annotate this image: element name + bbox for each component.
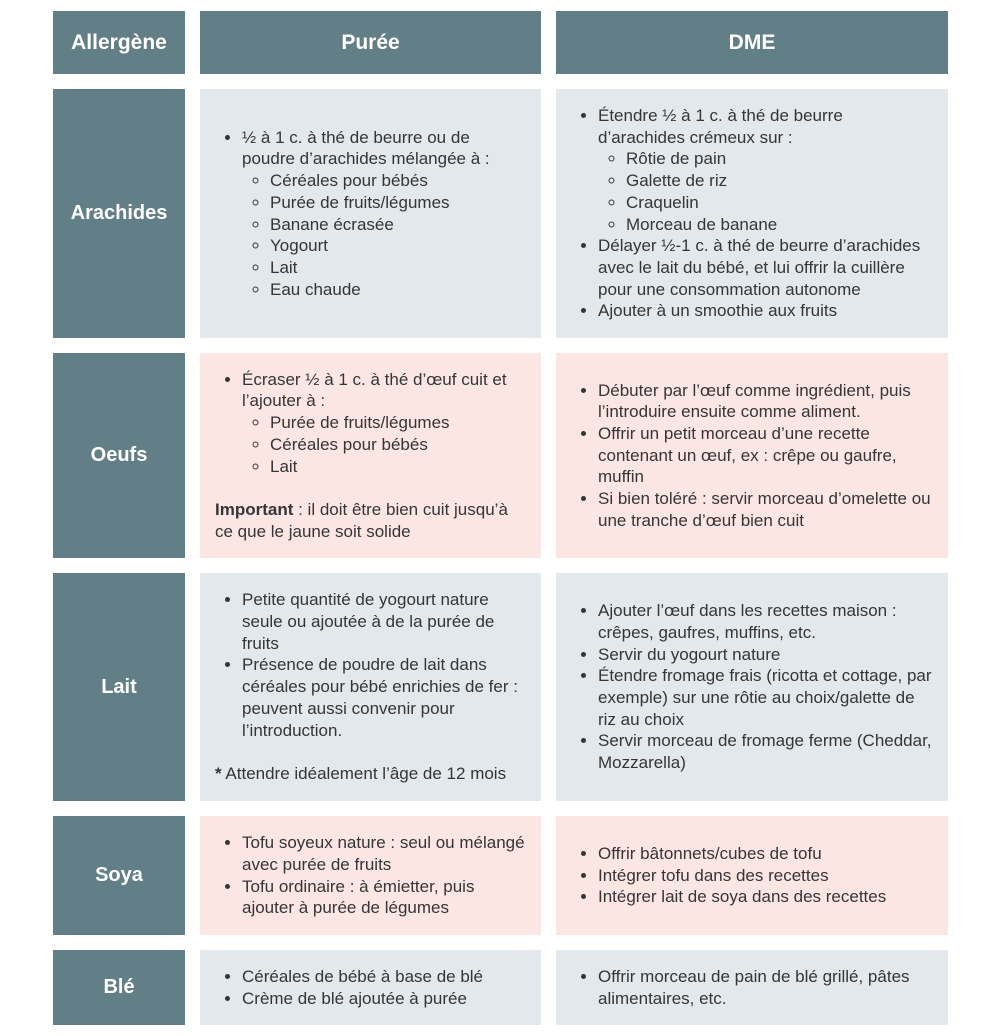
sub-list-item: ◦ Craquelin	[626, 192, 934, 214]
puree-list	[215, 127, 527, 301]
puree-list	[215, 832, 527, 919]
list-item: • Intégrer tofu dans des recettes	[598, 865, 934, 887]
dme-cell-oeufs	[556, 353, 948, 558]
dme-list	[571, 600, 934, 774]
important-note: Important : il doit être bien cuit jusqu’à ce que le jaune soit solide	[215, 499, 508, 541]
list-item: • Délayer ½-1 c. à thé de beurre d’arachides avec le lait du bébé, et lui offrir la cuillère pour une consommation autonome	[598, 235, 934, 300]
sub-list-item: ◦ Morceau de banane	[626, 214, 934, 236]
row-label-arachides: Arachides	[53, 89, 185, 338]
row-label-oeufs: Oeufs	[53, 353, 185, 558]
header-dme: DME	[556, 11, 948, 74]
puree-cell-ble	[200, 950, 541, 1025]
list-item: • Offrir un petit morceau d’une recette contenant un œuf, ex : crêpe ou gaufre, muffin	[598, 423, 934, 488]
sub-list	[598, 148, 934, 235]
list-item: • Étendre fromage frais (ricotta et cottage, par exemple) sur une rôtie au choix/galette de riz au choix	[598, 665, 934, 730]
dme-cell-lait	[556, 573, 948, 801]
list-item: • Servir du yogourt nature	[598, 644, 934, 666]
sub-list-item: ◦ Céréales pour bébés	[270, 434, 527, 456]
puree-cell-oeufs	[200, 353, 541, 558]
puree-list	[215, 369, 527, 478]
sub-list-item: ◦ Céréales pour bébés	[270, 170, 527, 192]
sub-list-item: ◦ Lait	[270, 257, 527, 279]
list-item: • Débuter par l’œuf comme ingrédient, puis l’introduire ensuite comme aliment.	[598, 380, 934, 423]
puree-list	[215, 966, 527, 1009]
list-item: • Intégrer lait de soya dans des recettes	[598, 886, 934, 908]
row-label-ble: Blé	[53, 950, 185, 1025]
list-item: • Servir morceau de fromage ferme (Cheddar, Mozzarella)	[598, 730, 934, 773]
dme-list	[571, 105, 934, 322]
dme-cell-arachides	[556, 89, 948, 338]
list-item: • Tofu soyeux nature : seul ou mélangé avec purée de fruits	[242, 832, 527, 875]
header-puree: Purée	[200, 11, 541, 74]
list-item: • Offrir bâtonnets/cubes de tofu	[598, 843, 934, 865]
sub-list-item: ◦ Banane écrasée	[270, 214, 527, 236]
puree-cell-soya	[200, 816, 541, 935]
list-item: • Présence de poudre de lait dans céréales pour bébé enrichies de fer : peuvent aussi convenir pour l’introduction.	[242, 654, 527, 741]
sub-list-item: ◦ Lait	[270, 456, 527, 478]
list-item: • Ajouter l’œuf dans les recettes maison : crêpes, gaufres, muffins, etc.	[598, 600, 934, 643]
puree-cell-lait	[200, 573, 541, 801]
list-item: • Crème de blé ajoutée à purée	[242, 988, 527, 1010]
list-item: • Étendre ½ à 1 c. à thé de beurre d’arachides crémeux sur : ◦ Rôtie de pain ◦ Galette de riz ◦ Craquelin ◦ Morceau de banane	[598, 105, 934, 235]
list-item: • Céréales de bébé à base de blé	[242, 966, 527, 988]
row-label-soya: Soya	[53, 816, 185, 935]
list-item: • Offrir morceau de pain de blé grillé, pâtes alimentaires, etc.	[598, 966, 934, 1009]
sub-list	[242, 412, 527, 477]
dme-list	[571, 380, 934, 532]
dme-list	[571, 843, 934, 908]
dme-cell-soya	[556, 816, 948, 935]
list-item: • Si bien toléré : servir morceau d’omelette ou une tranche d’œuf bien cuit	[598, 488, 934, 531]
header-allergen: Allergène	[53, 11, 185, 74]
list-item: • Tofu ordinaire : à émietter, puis ajouter à purée de légumes	[242, 876, 527, 919]
puree-cell-arachides	[200, 89, 541, 338]
sub-list	[242, 170, 527, 300]
sub-list-item: ◦ Eau chaude	[270, 279, 527, 301]
sub-list-item: ◦ Yogourt	[270, 235, 527, 257]
list-item: • ½ à 1 c. à thé de beurre ou de poudre d’arachides mélangée à : ◦ Céréales pour bébés ◦ Purée de fruits/légumes ◦ Banane écrasée ◦ Yogourt ◦ Lait ◦ Eau chaude	[242, 127, 527, 301]
puree-list	[215, 589, 527, 741]
row-label-lait: Lait	[53, 573, 185, 801]
sub-list-item: ◦ Rôtie de pain	[626, 148, 934, 170]
sub-list-item: ◦ Purée de fruits/légumes	[270, 192, 527, 214]
list-item: • Ajouter à un smoothie aux fruits	[598, 300, 934, 322]
age-note: * Attendre idéalement l’âge de 12 mois	[215, 763, 507, 783]
sub-list-item: ◦ Purée de fruits/légumes	[270, 412, 527, 434]
dme-list	[571, 966, 934, 1009]
list-item: • Petite quantité de yogourt nature seule ou ajoutée à de la purée de fruits	[242, 589, 527, 654]
dme-cell-ble	[556, 950, 948, 1025]
sub-list-item: ◦ Galette de riz	[626, 170, 934, 192]
list-item: • Écraser ½ à 1 c. à thé d’œuf cuit et l’ajouter à : ◦ Purée de fruits/légumes ◦ Céréales pour bébés ◦ Lait	[242, 369, 527, 478]
